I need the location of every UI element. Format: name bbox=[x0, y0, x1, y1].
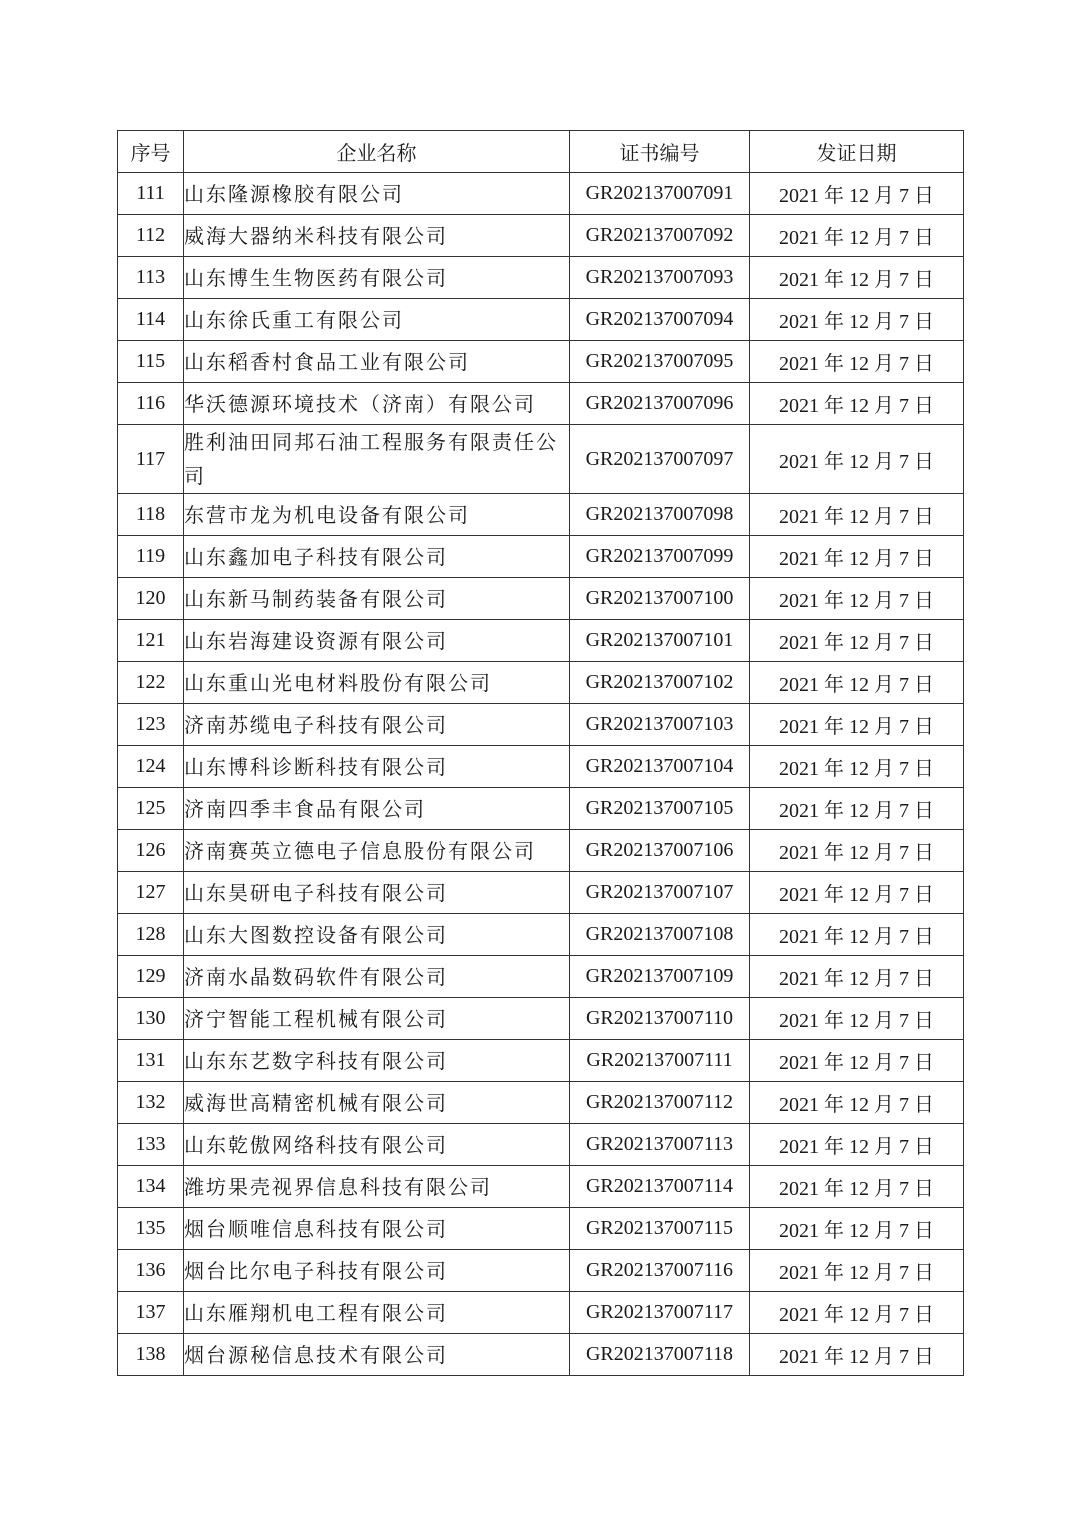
row-seq: 117 bbox=[118, 425, 184, 494]
row-issue-date: 2021 年 12 月 7 日 bbox=[750, 1250, 964, 1292]
table-row bbox=[118, 383, 964, 425]
row-company-name: 威海大器纳米科技有限公司 bbox=[184, 215, 570, 257]
table-row bbox=[118, 578, 964, 620]
row-company-name: 山东鑫加电子科技有限公司 bbox=[184, 536, 570, 578]
row-issue-date: 2021 年 12 月 7 日 bbox=[750, 998, 964, 1040]
header-row bbox=[118, 131, 964, 173]
row-issue-date: 2021 年 12 月 7 日 bbox=[750, 425, 964, 494]
row-seq: 127 bbox=[118, 872, 184, 914]
row-issue-date: 2021 年 12 月 7 日 bbox=[750, 830, 964, 872]
row-issue-date: 2021 年 12 月 7 日 bbox=[750, 257, 964, 299]
row-seq: 112 bbox=[118, 215, 184, 257]
row-seq: 118 bbox=[118, 494, 184, 536]
row-cert-number: GR202137007097 bbox=[570, 425, 750, 494]
table-row bbox=[118, 788, 964, 830]
row-company-name: 济南苏缆电子科技有限公司 bbox=[184, 704, 570, 746]
row-company-name: 山东徐氏重工有限公司 bbox=[184, 299, 570, 341]
table-row bbox=[118, 1250, 964, 1292]
row-company-name: 山东昊研电子科技有限公司 bbox=[184, 872, 570, 914]
row-company-name: 山东东艺数字科技有限公司 bbox=[184, 1040, 570, 1082]
table-row bbox=[118, 257, 964, 299]
row-company-name: 东营市龙为机电设备有限公司 bbox=[184, 494, 570, 536]
row-issue-date: 2021 年 12 月 7 日 bbox=[750, 1166, 964, 1208]
row-company-name: 山东博生生物医药有限公司 bbox=[184, 257, 570, 299]
header-issue-date: 发证日期 bbox=[750, 131, 964, 173]
table-row bbox=[118, 830, 964, 872]
row-seq: 124 bbox=[118, 746, 184, 788]
table-row bbox=[118, 536, 964, 578]
row-cert-number: GR202137007109 bbox=[570, 956, 750, 998]
row-issue-date: 2021 年 12 月 7 日 bbox=[750, 1082, 964, 1124]
row-seq: 120 bbox=[118, 578, 184, 620]
table-row bbox=[118, 494, 964, 536]
row-seq: 121 bbox=[118, 620, 184, 662]
row-company-name: 胜利油田同邦石油工程服务有限责任公司 bbox=[184, 425, 570, 494]
row-company-name: 山东博科诊断科技有限公司 bbox=[184, 746, 570, 788]
table-row bbox=[118, 425, 964, 494]
row-cert-number: GR202137007117 bbox=[570, 1292, 750, 1334]
row-seq: 114 bbox=[118, 299, 184, 341]
row-cert-number: GR202137007094 bbox=[570, 299, 750, 341]
row-issue-date: 2021 年 12 月 7 日 bbox=[750, 1292, 964, 1334]
row-issue-date: 2021 年 12 月 7 日 bbox=[750, 620, 964, 662]
row-company-name: 烟台顺唯信息科技有限公司 bbox=[184, 1208, 570, 1250]
row-cert-number: GR202137007110 bbox=[570, 998, 750, 1040]
row-issue-date: 2021 年 12 月 7 日 bbox=[750, 299, 964, 341]
row-cert-number: GR202137007098 bbox=[570, 494, 750, 536]
row-seq: 129 bbox=[118, 956, 184, 998]
row-issue-date: 2021 年 12 月 7 日 bbox=[750, 788, 964, 830]
row-seq: 115 bbox=[118, 341, 184, 383]
table-row bbox=[118, 620, 964, 662]
row-issue-date: 2021 年 12 月 7 日 bbox=[750, 914, 964, 956]
row-cert-number: GR202137007092 bbox=[570, 215, 750, 257]
table-row bbox=[118, 872, 964, 914]
row-cert-number: GR202137007096 bbox=[570, 383, 750, 425]
row-cert-number: GR202137007116 bbox=[570, 1250, 750, 1292]
table-row bbox=[118, 1334, 964, 1376]
table-row bbox=[118, 1124, 964, 1166]
row-issue-date: 2021 年 12 月 7 日 bbox=[750, 578, 964, 620]
row-cert-number: GR202137007113 bbox=[570, 1124, 750, 1166]
table-row bbox=[118, 1166, 964, 1208]
row-cert-number: GR202137007095 bbox=[570, 341, 750, 383]
row-issue-date: 2021 年 12 月 7 日 bbox=[750, 1208, 964, 1250]
row-cert-number: GR202137007093 bbox=[570, 257, 750, 299]
row-issue-date: 2021 年 12 月 7 日 bbox=[750, 173, 964, 215]
header-seq: 序号 bbox=[118, 131, 184, 173]
row-company-name: 山东乾傲网络科技有限公司 bbox=[184, 1124, 570, 1166]
row-seq: 133 bbox=[118, 1124, 184, 1166]
table-row bbox=[118, 1208, 964, 1250]
row-seq: 128 bbox=[118, 914, 184, 956]
row-seq: 119 bbox=[118, 536, 184, 578]
row-seq: 136 bbox=[118, 1250, 184, 1292]
row-cert-number: GR202137007111 bbox=[570, 1040, 750, 1082]
table-row bbox=[118, 173, 964, 215]
row-issue-date: 2021 年 12 月 7 日 bbox=[750, 383, 964, 425]
row-company-name: 烟台比尔电子科技有限公司 bbox=[184, 1250, 570, 1292]
table-row bbox=[118, 746, 964, 788]
table-row bbox=[118, 956, 964, 998]
row-company-name: 济宁智能工程机械有限公司 bbox=[184, 998, 570, 1040]
table-row bbox=[118, 299, 964, 341]
table-row bbox=[118, 1292, 964, 1334]
row-seq: 122 bbox=[118, 662, 184, 704]
row-issue-date: 2021 年 12 月 7 日 bbox=[750, 215, 964, 257]
row-seq: 138 bbox=[118, 1334, 184, 1376]
row-seq: 131 bbox=[118, 1040, 184, 1082]
row-company-name: 山东雁翔机电工程有限公司 bbox=[184, 1292, 570, 1334]
header-company-name: 企业名称 bbox=[184, 131, 570, 173]
row-seq: 126 bbox=[118, 830, 184, 872]
row-cert-number: GR202137007104 bbox=[570, 746, 750, 788]
row-issue-date: 2021 年 12 月 7 日 bbox=[750, 1124, 964, 1166]
row-cert-number: GR202137007102 bbox=[570, 662, 750, 704]
row-cert-number: GR202137007099 bbox=[570, 536, 750, 578]
row-company-name: 潍坊果壳视界信息科技有限公司 bbox=[184, 1166, 570, 1208]
table-row bbox=[118, 1082, 964, 1124]
row-cert-number: GR202137007106 bbox=[570, 830, 750, 872]
table-row bbox=[118, 215, 964, 257]
row-company-name: 山东大图数控设备有限公司 bbox=[184, 914, 570, 956]
table-row bbox=[118, 662, 964, 704]
row-cert-number: GR202137007107 bbox=[570, 872, 750, 914]
row-company-name: 济南赛英立德电子信息股份有限公司 bbox=[184, 830, 570, 872]
row-company-name: 山东隆源橡胶有限公司 bbox=[184, 173, 570, 215]
row-cert-number: GR202137007100 bbox=[570, 578, 750, 620]
table-row bbox=[118, 998, 964, 1040]
table-body bbox=[118, 173, 964, 1376]
row-cert-number: GR202137007115 bbox=[570, 1208, 750, 1250]
row-seq: 123 bbox=[118, 704, 184, 746]
row-company-name: 华沃德源环境技术（济南）有限公司 bbox=[184, 383, 570, 425]
row-issue-date: 2021 年 12 月 7 日 bbox=[750, 704, 964, 746]
row-issue-date: 2021 年 12 月 7 日 bbox=[750, 536, 964, 578]
row-company-name: 威海世高精密机械有限公司 bbox=[184, 1082, 570, 1124]
header-cert-number: 证书编号 bbox=[570, 131, 750, 173]
row-seq: 137 bbox=[118, 1292, 184, 1334]
row-seq: 134 bbox=[118, 1166, 184, 1208]
row-seq: 116 bbox=[118, 383, 184, 425]
row-seq: 113 bbox=[118, 257, 184, 299]
certificate-table bbox=[117, 130, 964, 1376]
row-cert-number: GR202137007091 bbox=[570, 173, 750, 215]
row-cert-number: GR202137007105 bbox=[570, 788, 750, 830]
row-company-name: 烟台源秘信息技术有限公司 bbox=[184, 1334, 570, 1376]
table-row bbox=[118, 704, 964, 746]
row-issue-date: 2021 年 12 月 7 日 bbox=[750, 746, 964, 788]
row-issue-date: 2021 年 12 月 7 日 bbox=[750, 662, 964, 704]
table-row bbox=[118, 914, 964, 956]
row-cert-number: GR202137007103 bbox=[570, 704, 750, 746]
row-issue-date: 2021 年 12 月 7 日 bbox=[750, 872, 964, 914]
row-company-name: 济南水晶数码软件有限公司 bbox=[184, 956, 570, 998]
row-cert-number: GR202137007108 bbox=[570, 914, 750, 956]
row-company-name: 山东新马制药装备有限公司 bbox=[184, 578, 570, 620]
row-seq: 111 bbox=[118, 173, 184, 215]
row-issue-date: 2021 年 12 月 7 日 bbox=[750, 341, 964, 383]
row-cert-number: GR202137007101 bbox=[570, 620, 750, 662]
row-seq: 125 bbox=[118, 788, 184, 830]
row-issue-date: 2021 年 12 月 7 日 bbox=[750, 956, 964, 998]
row-cert-number: GR202137007114 bbox=[570, 1166, 750, 1208]
table-row bbox=[118, 341, 964, 383]
row-company-name: 济南四季丰食品有限公司 bbox=[184, 788, 570, 830]
row-company-name: 山东岩海建设资源有限公司 bbox=[184, 620, 570, 662]
row-seq: 132 bbox=[118, 1082, 184, 1124]
table-header bbox=[118, 131, 964, 173]
row-issue-date: 2021 年 12 月 7 日 bbox=[750, 1334, 964, 1376]
row-seq: 135 bbox=[118, 1208, 184, 1250]
row-company-name: 山东重山光电材料股份有限公司 bbox=[184, 662, 570, 704]
row-cert-number: GR202137007118 bbox=[570, 1334, 750, 1376]
row-company-name: 山东稻香村食品工业有限公司 bbox=[184, 341, 570, 383]
row-issue-date: 2021 年 12 月 7 日 bbox=[750, 494, 964, 536]
table-row bbox=[118, 1040, 964, 1082]
row-seq: 130 bbox=[118, 998, 184, 1040]
row-cert-number: GR202137007112 bbox=[570, 1082, 750, 1124]
row-issue-date: 2021 年 12 月 7 日 bbox=[750, 1040, 964, 1082]
